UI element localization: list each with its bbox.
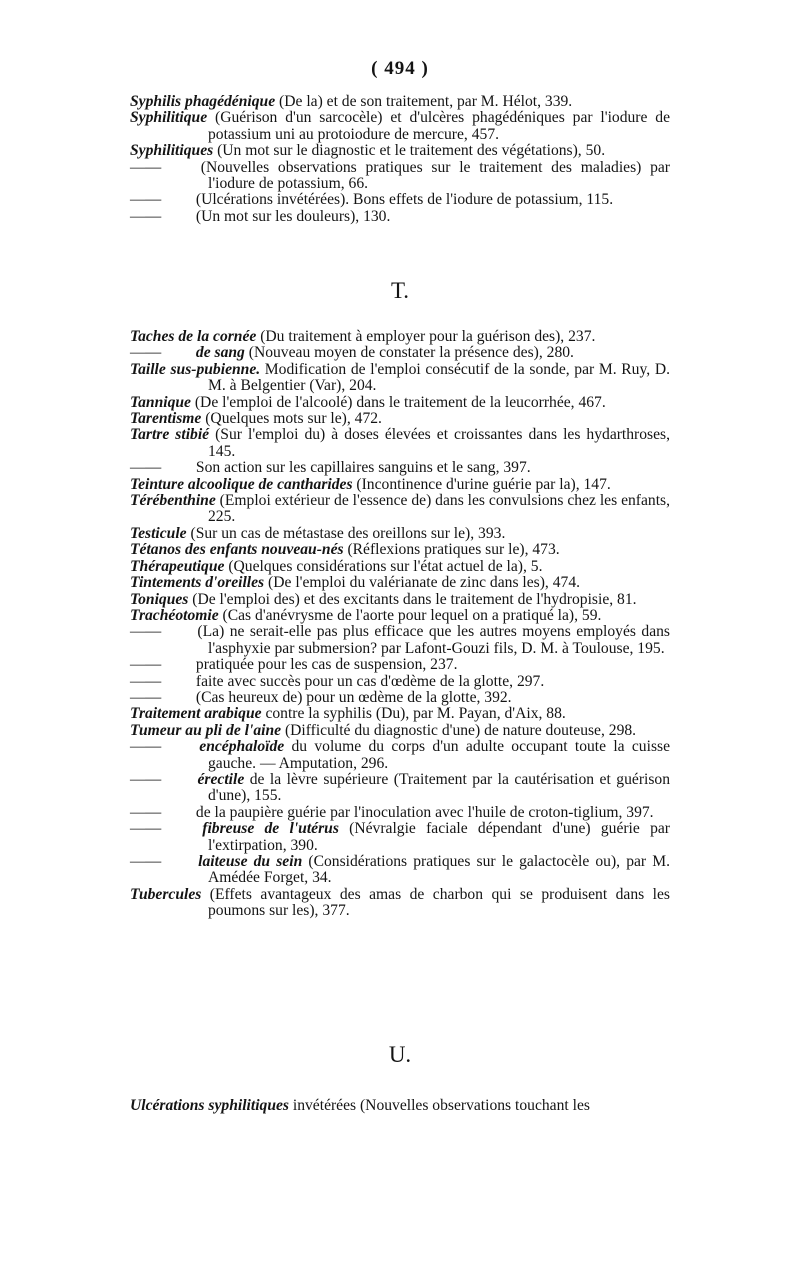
entry-keyword: Tétanos des enfants nouveau-nés [130,541,344,559]
ditto-dash: —— [130,672,162,690]
index-entry [0,723,670,739]
index-entry [0,624,670,657]
index-entry [0,160,670,193]
ditto-dash: —— [130,770,162,788]
index-section-t [0,329,800,920]
index-entry [0,821,670,854]
index-entry [0,192,670,208]
entry-subkeyword: laiteuse du sein [192,853,303,870]
ditto-dash: —— [130,656,162,674]
entry-text: (Nouvelles observations pratiques sur le traitement des maladies) par l'iodure de potassium, 66. [192,158,670,193]
entry-keyword: Testicule [130,524,187,542]
index-entry [0,805,670,821]
entry-text: (Guérison d'un sarcocèle) et d'ulcères phagédéniques par l'iodure de potassium uni au protoiodure de mercure, 457. [207,109,670,143]
entry-keyword: Syphilitique [130,109,208,127]
index-section-s [0,94,800,225]
entry-keyword: Toniques [130,590,189,608]
ditto-dash: —— [130,158,162,176]
ditto-dash: —— [130,738,162,756]
index-entry [0,477,670,493]
entry-keyword: Tintements d'oreilles [130,574,265,592]
ditto-dash: —— [130,344,162,362]
entry-text: faite avec succès pour un cas d'œdème de la glotte, 297. [192,672,545,690]
entry-text: (La) ne serait-elle pas plus efficace que les autres moyens employés dans l'asphyxie par submersion? par Lafont-Gouzi fils, D. M. à Toulouse, 195. [192,623,670,657]
entry-keyword: Tannique [130,393,191,411]
entry-text: (Sur un cas de métastase des oreillons sur le), 393. [186,524,506,542]
index-entry [0,94,670,110]
entry-keyword: Taille sus-pubienne. [130,360,261,378]
index-entry [0,526,670,542]
entry-text: (De l'emploi de l'alcoolé) dans le traitement de la leucorrhée, 467. [190,393,606,411]
entry-text: (De la) et de son traitement, par M. Hélot, 339. [275,93,573,110]
entry-text: (Considérations pratiques sur le galactocèle ou), par M. Amédée Forget, 34. [208,853,670,887]
entry-text: (Effets avantageux des amas de charbon qui se produisent dans les poumons sur les), 377. [201,885,670,920]
entry-text: de la lèvre supérieure (Traitement par la cautérisation et guérison d'une), 155. [208,770,671,805]
index-entry [0,706,670,722]
entry-text: (Emploi extérieur de l'essence de) dans les convulsions chez les enfants, 225. [208,492,670,526]
index-entry [0,739,670,772]
entry-keyword: Tumeur au pli de l'aine [130,721,282,739]
entry-keyword: Tartre stibié [130,426,210,444]
index-entry [0,575,670,591]
page-number: ( 494 ) [371,58,429,79]
entry-text: (Quelques considérations sur l'état actuel de la), 5. [224,557,543,575]
index-entry [0,209,670,225]
section-letter-u: U. [388,1042,412,1067]
index-entry [0,460,670,476]
entry-text: (Nouveau moyen de constater la présence des), 280. [244,344,574,362]
ditto-dash: —— [130,803,162,821]
entry-keyword: Teinture alcoolique de cantharides [130,475,353,493]
entry-subkeyword: érectile [192,770,245,788]
entry-keyword: Térébenthine [130,492,216,510]
index-entry [0,772,670,805]
entry-text: (Cas d'anévrysme de l'aorte pour lequel on a pratiqué la), 59. [218,606,602,624]
ditto-dash: —— [130,688,162,706]
entry-text: (Difficulté du diagnostic d'une) de nature douteuse, 298. [281,721,637,739]
entry-text: (Sur l'emploi du) à doses élevées et croissantes dans les hydarthroses, 145. [208,426,671,460]
index-entry [0,592,670,608]
entry-text: contre la syphilis (Du), par M. Payan, d'Aix, 88. [261,705,566,723]
index-entry [0,559,670,575]
entry-keyword: Trachéotomie [130,606,219,624]
entry-text: (Un mot sur les douleurs), 130. [192,207,391,225]
entry-subkeyword: fibreuse de l'utérus [192,820,339,838]
entry-text: (Ulcérations invétérées). Bons effets de l'iodure de potassium, 115. [192,191,614,209]
index-entry [0,362,670,395]
section-letter-t: T. [390,278,410,303]
index-entry [0,345,670,361]
entry-text: (De l'emploi des) et des excitants dans le traitement de l'hydropisie, 81. [188,590,637,608]
index-section-u [0,1098,800,1114]
entry-text: (Un mot sur le diagnostic et le traitement des végétations), 50. [213,142,606,160]
index-entry [0,657,670,673]
ditto-dash: —— [130,459,162,477]
ditto-dash: —— [130,853,162,870]
index-entry [0,143,670,159]
index-entry [0,1098,670,1114]
index-entry [0,493,670,526]
entry-text: (De l'emploi du valérianate de zinc dans les), 474. [264,574,581,592]
index-entry [0,887,670,920]
entry-text: invétérées (Nouvelles observations touchant les [288,1097,590,1114]
ditto-dash: —— [130,623,162,641]
entry-keyword: Thérapeutique [130,557,225,575]
index-entry [0,690,670,706]
entry-text: (Névralgie faciale dépendant d'une) guérie par l'extirpation, 390. [208,820,670,854]
ditto-dash: —— [130,820,162,838]
entry-text: (Incontinence d'urine guérie par la), 147. [352,475,611,493]
index-entry [0,395,670,411]
entry-text: (Cas heureux de) pour un œdème de la glotte, 392. [192,688,512,706]
entry-keyword: Traitement arabique [130,705,262,723]
entry-keyword: Taches de la cornée [130,328,257,345]
index-entry [0,674,670,690]
index-entry [0,608,670,624]
entry-text: (Quelques mots sur le), 472. [201,410,382,428]
entry-text: Modification de l'emploi consécutif de la sonde, par M. Ruy, D. M. à Belgentier (Var), 204. [208,360,670,395]
ditto-dash: —— [130,191,162,209]
entry-keyword: Tarentisme [130,410,202,428]
entry-text: (Réflexions pratiques sur le), 473. [343,541,560,559]
index-entry [0,411,670,427]
index-entry [0,854,670,887]
entry-text: pratiquée pour les cas de suspension, 237. [192,656,458,674]
entry-keyword: Ulcérations syphilitiques [130,1097,289,1114]
entry-keyword: Syphilis phagédénique [130,93,276,110]
index-entry [0,542,670,558]
entry-subkeyword: encéphaloïde [192,738,285,756]
entry-text: (Du traitement à employer pour la guérison des), 237. [256,328,596,345]
entry-subkeyword: de sang [192,344,245,362]
ditto-dash: —— [130,207,162,225]
entry-text: du volume du corps d'un adulte occupant toute la cuisse gauche. — Amputation, 296. [208,738,670,772]
entry-text: Son action sur les capillaires sanguins et le sang, 397. [192,459,531,477]
entry-keyword: Tubercules [130,885,202,903]
entry-keyword: Syphilitiques [130,142,214,160]
index-entry [0,427,670,460]
entry-text: de la paupière guérie par l'inoculation avec l'huile de croton-tiglium, 397. [192,803,654,821]
index-entry [0,110,670,143]
index-entry [0,329,670,345]
